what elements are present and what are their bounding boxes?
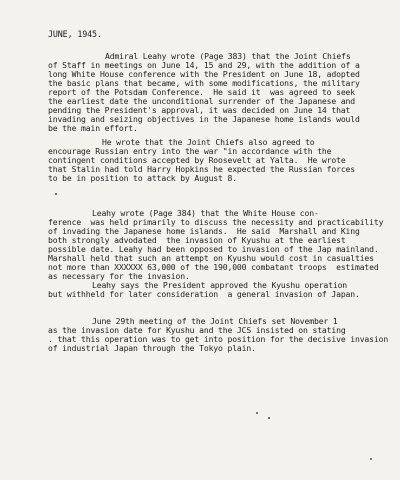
paper-speck	[256, 412, 258, 414]
p1-line-5: report of the Potsdam Conference. He said it was agreed to seek	[48, 87, 355, 97]
p2-line-3: contingent conditions accepted by Roosevelt at Yalta. He wrote	[48, 155, 346, 165]
p3-line-3: of invading the Japanese home islands. He said Marshall and King	[48, 226, 360, 236]
p1-line-8: invading and seizing objectives in the Japanese home islands would	[48, 114, 360, 124]
p4-line-2: as the invasion date for Kyushu and the JCS insisted on stating	[48, 325, 346, 335]
p2-line-1: He wrote that the Joint Chiefs also agreed to	[102, 137, 315, 147]
paper-speck	[55, 193, 57, 195]
paper-speck	[268, 417, 270, 419]
p3-line-2: ference was held primarily to discuss the necessity and practicability	[48, 217, 384, 227]
paper-speck	[370, 458, 372, 460]
p3-line-8: as necessary for the invasion.	[48, 271, 190, 281]
p1-line-2: of Staff in meetings on June 14, 15 and 29, with the addition of a	[48, 60, 360, 70]
p3-line-10: but withheld for later consideration a general invasion of Japan.	[48, 289, 360, 299]
p2-line-5: to be in position to attack by August 8.	[48, 173, 237, 183]
p3-line-5: possible date. Leahy had been opposed to invasion of the Jap mainland.	[48, 244, 379, 254]
page-heading: JUNE, 1945.	[48, 29, 102, 39]
p2-line-2: encourage Russian entry into the war "in accordance with the	[48, 146, 332, 156]
p4-line-1: June 29th meeting of the Joint Chiefs set November 1	[92, 316, 338, 326]
p1-line-1: Admiral Leahy wrote (Page 383) that the Joint Chiefs	[105, 51, 351, 61]
p4-line-3: . that this operation was to get into position for the decisive invasion	[48, 334, 389, 344]
p1-line-3: long White House conference with the President on June 18, adopted	[48, 69, 360, 79]
p1-line-7: pending the President's approval, it was decided on June 14 that	[48, 105, 351, 115]
p1-line-9: be the main effort.	[48, 123, 138, 133]
p3-line-7: not more than XXXXXX 63,000 of the 190,000 combatant troops estimated	[48, 262, 379, 272]
p1-line-4: the basic plans that became, with some modifications, the military	[48, 78, 360, 88]
p3-line-9: Leahy says the President approved the Kyushu operation	[92, 280, 348, 290]
p3-line-1: Leahy wrote (Page 384) that the White House con-	[92, 208, 319, 218]
p3-line-4: both strongly advodated the invasion of Kyushu at the earliest	[48, 235, 346, 245]
p3-line-6: Marshall held that such an attempt on Kyushu would cost in casualties	[48, 253, 374, 263]
p1-line-6: the earliest date the unconditional surrender of the Japanese and	[48, 96, 355, 106]
p4-line-4: of industrial Japan through the Tokyo plain.	[48, 343, 256, 353]
p2-line-4: that Stalin had told Harry Hopkins he expected the Russian forces	[48, 164, 355, 174]
